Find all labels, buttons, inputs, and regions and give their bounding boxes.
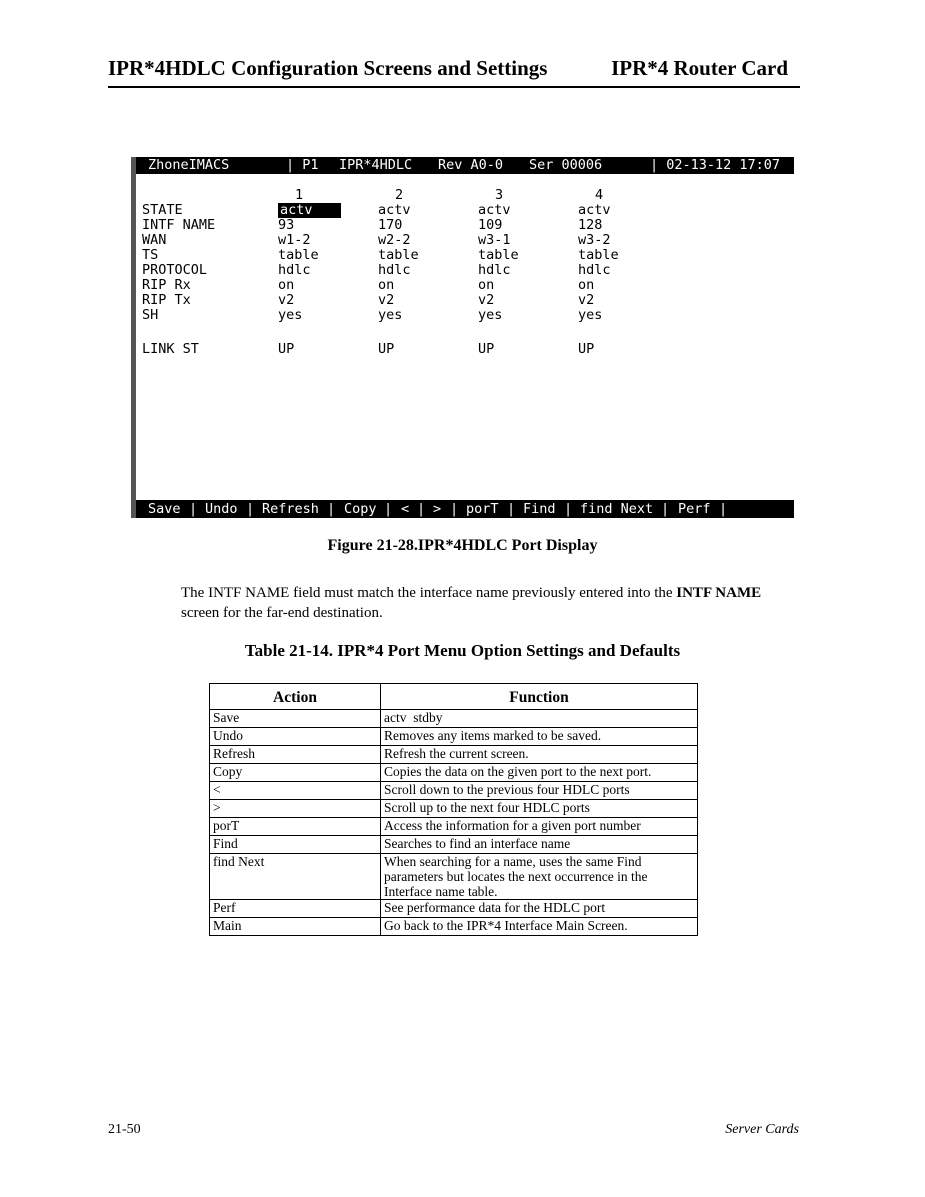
field-value: actv xyxy=(378,202,411,218)
figure-caption: Figure 21-28.IPR*4HDLC Port Display xyxy=(327,537,598,554)
field-value: table xyxy=(578,247,619,263)
menu-separator: | xyxy=(417,501,426,517)
menu-separator: | xyxy=(327,501,336,517)
table-row xyxy=(210,728,698,746)
field-label: RIP Tx xyxy=(142,292,191,308)
table-row xyxy=(210,800,698,818)
link-status-value: UP xyxy=(278,341,295,357)
field-value: v2 xyxy=(378,292,395,308)
menu-separator: | xyxy=(719,501,728,517)
menu-separator: | xyxy=(246,501,255,517)
function-cell: Access the information for a given port number xyxy=(381,818,698,836)
action-cell: Copy xyxy=(210,764,381,782)
function-cell: Searches to find an interface name xyxy=(381,836,698,854)
table-row xyxy=(210,818,698,836)
menu-item-refresh[interactable]: Refresh xyxy=(262,501,319,517)
field-label: SH xyxy=(142,307,159,323)
page-header xyxy=(108,54,800,88)
field-value: hdlc xyxy=(278,262,311,278)
menu-separator: | xyxy=(450,501,459,517)
table-row xyxy=(210,710,698,728)
col-header-action: Action xyxy=(210,684,381,710)
action-cell: Refresh xyxy=(210,746,381,764)
function-cell: Refresh the current screen. xyxy=(381,746,698,764)
menu-separator: | xyxy=(661,501,670,517)
body-paragraph xyxy=(181,583,801,623)
field-value: yes xyxy=(278,307,303,323)
field-value: yes xyxy=(478,307,503,323)
field-value: on xyxy=(478,277,495,293)
title-system: ZhoneIMACS xyxy=(148,157,230,173)
table-row xyxy=(210,900,698,918)
field-value: hdlc xyxy=(478,262,511,278)
para-bold-term: INTF NAME xyxy=(676,585,762,601)
action-cell: > xyxy=(210,800,381,818)
terminal-menu-bar xyxy=(136,500,794,518)
function-cell: When searching for a name, uses the same Find parameters but locates the next occurrence in the Interface name table. xyxy=(381,854,698,900)
menu-item-copy[interactable]: Copy xyxy=(344,501,377,517)
menu-item-save[interactable]: Save xyxy=(148,501,181,517)
field-value: w3-1 xyxy=(478,232,511,248)
menu-item-scroll-prev[interactable]: < xyxy=(401,501,410,517)
port-column-header: 1 xyxy=(295,187,304,203)
header-title: IPR*4HDLC Configuration Screens and Settings xyxy=(108,56,548,80)
field-value: 109 xyxy=(478,217,503,233)
menu-item-find[interactable]: Find xyxy=(523,501,556,517)
field-value: 93 xyxy=(278,217,295,233)
title-slot: | P1 xyxy=(286,157,319,173)
table-row xyxy=(210,782,698,800)
menu-separator: | xyxy=(564,501,573,517)
table-body xyxy=(210,710,698,936)
port-column-header: 2 xyxy=(395,187,404,203)
title-rev: Rev A0-0 xyxy=(438,157,504,173)
field-value: table xyxy=(278,247,319,263)
field-value: hdlc xyxy=(578,262,611,278)
menu-item-scroll-next[interactable]: > xyxy=(433,501,442,517)
action-cell: Main xyxy=(210,918,381,936)
field-label: INTF NAME xyxy=(142,217,216,233)
table-row xyxy=(210,836,698,854)
field-value: on xyxy=(378,277,395,293)
action-cell: porT xyxy=(210,818,381,836)
field-value: table xyxy=(478,247,519,263)
field-label: WAN xyxy=(142,232,167,248)
para-text-1: The INTF NAME field must match the interface name previously entered into the xyxy=(181,585,677,601)
table-header-row xyxy=(210,684,698,710)
field-label: STATE xyxy=(142,202,183,218)
para-text-2: screen for the far-end destination. xyxy=(181,605,383,621)
title-card: IPR*4HDLC xyxy=(339,157,413,173)
field-value: table xyxy=(378,247,419,263)
menu-separator: | xyxy=(384,501,393,517)
action-cell: Save xyxy=(210,710,381,728)
link-status-value: UP xyxy=(578,341,595,357)
field-value: w1-2 xyxy=(278,232,311,248)
field-label: RIP Rx xyxy=(142,277,191,293)
title-datetime: | 02-13-12 17:07 xyxy=(650,157,781,173)
menu-item-undo[interactable]: Undo xyxy=(205,501,238,517)
terminal-screen xyxy=(131,157,794,518)
field-value: actv xyxy=(478,202,511,218)
field-value: hdlc xyxy=(378,262,411,278)
menu-item-port[interactable]: porT xyxy=(466,501,499,517)
field-value: w3-2 xyxy=(578,232,611,248)
field-value: 128 xyxy=(578,217,603,233)
field-value: yes xyxy=(378,307,403,323)
port-column-header: 4 xyxy=(595,187,604,203)
table-row xyxy=(210,918,698,936)
field-value: on xyxy=(278,277,295,293)
link-status-value: UP xyxy=(378,341,395,357)
field-value: v2 xyxy=(278,292,295,308)
field-value: v2 xyxy=(578,292,595,308)
menu-item-find-next[interactable]: find Next xyxy=(580,501,654,517)
function-cell: Scroll down to the previous four HDLC ports xyxy=(381,782,698,800)
field-value: yes xyxy=(578,307,603,323)
action-cell: find Next xyxy=(210,854,381,900)
footer-section: Server Cards xyxy=(725,1122,799,1137)
menu-separator: | xyxy=(507,501,516,517)
table-caption: Table 21-14. IPR*4 Port Menu Option Settings and Defaults xyxy=(244,641,681,660)
port-column-header: 3 xyxy=(495,187,504,203)
field-value: actv xyxy=(578,202,611,218)
col-header-function: Function xyxy=(381,684,698,710)
link-status-label: LINK ST xyxy=(142,341,199,357)
action-cell: Undo xyxy=(210,728,381,746)
field-value: v2 xyxy=(478,292,495,308)
menu-item-perf[interactable]: Perf xyxy=(678,501,711,517)
field-label: PROTOCOL xyxy=(142,262,208,278)
link-status-value: UP xyxy=(478,341,495,357)
function-cell: See performance data for the HDLC port xyxy=(381,900,698,918)
function-cell: actv stdby xyxy=(381,710,698,728)
field-label: TS xyxy=(142,247,159,263)
header-card-name: IPR*4 Router Card xyxy=(611,56,788,80)
menu-separator: | xyxy=(189,501,198,517)
footer-page-number: 21-50 xyxy=(108,1122,141,1137)
action-cell: Find xyxy=(210,836,381,854)
terminal-body xyxy=(136,174,794,496)
table-row xyxy=(210,854,698,900)
function-cell: Go back to the IPR*4 Interface Main Screen. xyxy=(381,918,698,936)
action-cell: < xyxy=(210,782,381,800)
selected-field-value[interactable]: actv xyxy=(278,203,341,218)
field-value: on xyxy=(578,277,595,293)
terminal-title-bar xyxy=(136,157,794,174)
function-cell: Scroll up to the next four HDLC ports xyxy=(381,800,698,818)
title-serial: Ser 00006 xyxy=(529,157,603,173)
function-cell: Copies the data on the given port to the next port. xyxy=(381,764,698,782)
options-table xyxy=(209,683,698,936)
field-value: 170 xyxy=(378,217,403,233)
function-cell: Removes any items marked to be saved. xyxy=(381,728,698,746)
table-row xyxy=(210,746,698,764)
action-cell: Perf xyxy=(210,900,381,918)
table-row xyxy=(210,764,698,782)
field-value: w2-2 xyxy=(378,232,411,248)
